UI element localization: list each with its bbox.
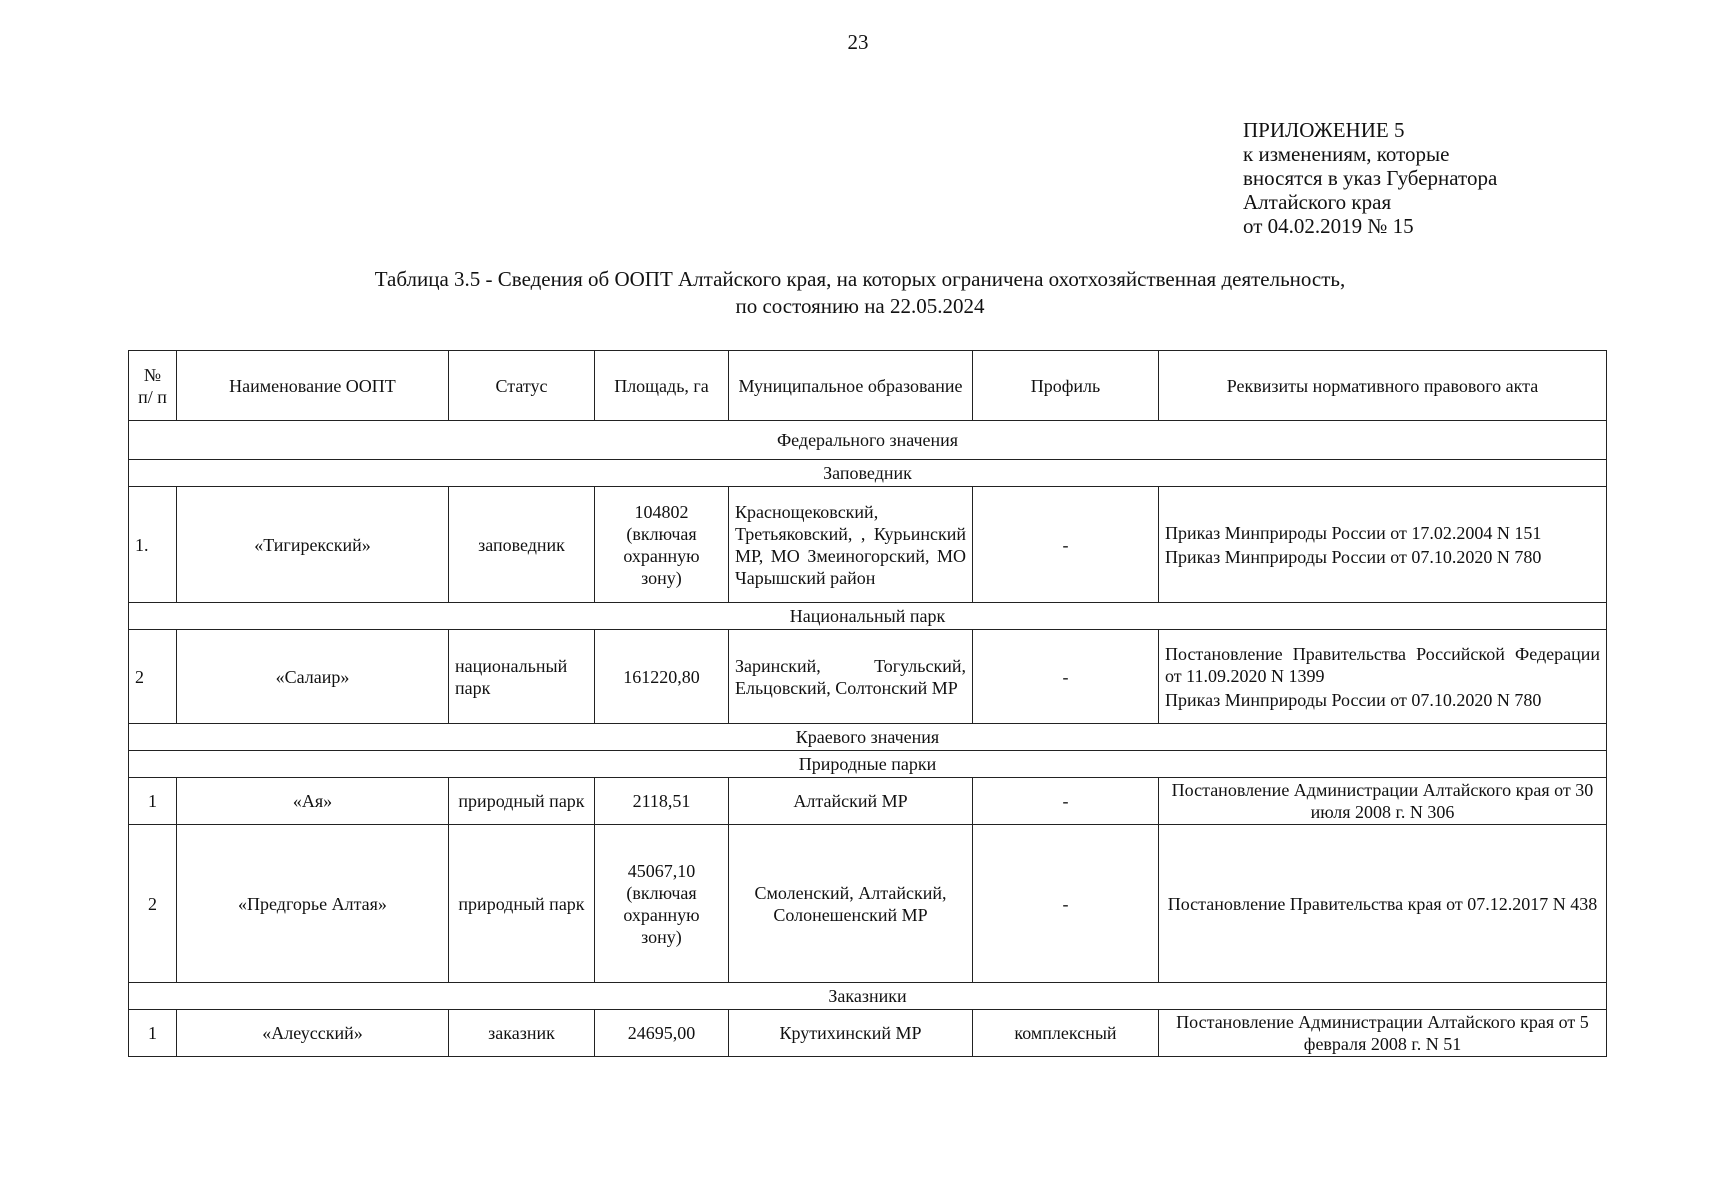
page-number: 23 [847,30,869,54]
appendix-block [1243,118,1497,238]
section-row [129,751,1607,778]
section-nature-parks: Природные парки [129,751,1607,778]
cell-status: природный парк [449,825,595,983]
act-text: Постановление Правительства Российской Федерации от 11.09.2020 N 1399 [1165,643,1600,686]
header-act: Реквизиты нормативного правового акта [1159,351,1607,421]
cell-status: природный парк [449,778,595,825]
header-name: Наименование ООПТ [177,351,449,421]
table-row [129,778,1607,825]
header-status: Статус [449,351,595,421]
appendix-line: ПРИЛОЖЕНИЕ 5 [1243,118,1405,142]
table-header-row [129,351,1607,421]
appendix-line: к изменениям, которые [1243,142,1450,166]
section-national-park: Национальный парк [129,603,1607,630]
section-row [129,421,1607,460]
act-text: Приказ Минприроды России от 07.10.2020 N 780 [1165,689,1542,710]
cell-name: «Тигирекский» [177,487,449,603]
oopt-table [128,350,1607,1057]
act-text: Приказ Минприроды России от 17.02.2004 N 151 [1165,522,1542,543]
cell-area: 161220,80 [595,630,729,724]
table-title-line: по состоянию на 22.05.2024 [735,294,985,318]
header-profile: Профиль [973,351,1159,421]
section-row [129,460,1607,487]
section-federal: Федерального значения [129,421,1607,460]
appendix-line: Алтайского края [1243,190,1392,214]
section-row [129,983,1607,1010]
cell-municipality: Алтайский МР [729,778,973,825]
cell-profile: - [973,825,1159,983]
table-row [129,630,1607,724]
cell-status: национальный парк [449,630,595,724]
act-text: Приказ Минприроды России от 07.10.2020 N 780 [1165,546,1542,567]
table-row [129,487,1607,603]
table-row [129,1010,1607,1057]
cell-name: «Салаир» [177,630,449,724]
cell-name: «Алеусский» [177,1010,449,1057]
section-zapovednik: Заповедник [129,460,1607,487]
cell-profile: комплексный [973,1010,1159,1057]
cell-municipality: Смоленский, Алтайский, Солонешенский МР [729,825,973,983]
cell-area: 45067,10 (включая охранную зону) [595,825,729,983]
appendix-line: вносятся в указ Губернатора [1243,166,1498,190]
cell-area: 2118,51 [595,778,729,825]
table-title-line: Таблица 3.5 - Сведения об ООПТ Алтайского края, на которых ограничена охотхозяйственная деятельность, [374,267,1346,291]
section-zakazniki: Заказники [129,983,1607,1010]
cell-num: 1 [129,1010,177,1057]
cell-num: 1. [129,487,177,603]
cell-area: 24695,00 [595,1010,729,1057]
cell-act: Постановление Администрации Алтайского края от 30 июля 2008 г. N 306 [1159,778,1607,825]
cell-name: «Предгорье Алтая» [177,825,449,983]
cell-num: 2 [129,630,177,724]
cell-area: 104802 (включая охранную зону) [595,487,729,603]
section-row [129,603,1607,630]
cell-profile: - [973,487,1159,603]
cell-act [1159,487,1607,603]
section-regional: Краевого значения [129,724,1607,751]
cell-status: заповедник [449,487,595,603]
cell-municipality: Заринский, Тогульский, Ельцовский, Солтонский МР [729,630,973,724]
cell-municipality: Крутихинский МР [729,1010,973,1057]
table-title [120,266,1600,320]
section-row [129,724,1607,751]
header-num: № п/ п [129,351,177,421]
cell-status: заказник [449,1010,595,1057]
cell-act: Постановление Правительства края от 07.12.2017 N 438 [1159,825,1607,983]
cell-num: 2 [129,825,177,983]
cell-act [1159,630,1607,724]
cell-profile: - [973,630,1159,724]
header-municipality: Муниципальное образование [729,351,973,421]
header-area: Площадь, га [595,351,729,421]
cell-name: «Ая» [177,778,449,825]
table-row [129,825,1607,983]
cell-num: 1 [129,778,177,825]
appendix-line: от 04.02.2019 № 15 [1243,214,1414,238]
cell-profile: - [973,778,1159,825]
cell-municipality: Краснощековский, Третьяковский, , Курьинский МР, МО Змеиногорский, МО Чарышский район [729,487,973,603]
cell-act: Постановление Администрации Алтайского края от 5 февраля 2008 г. N 51 [1159,1010,1607,1057]
